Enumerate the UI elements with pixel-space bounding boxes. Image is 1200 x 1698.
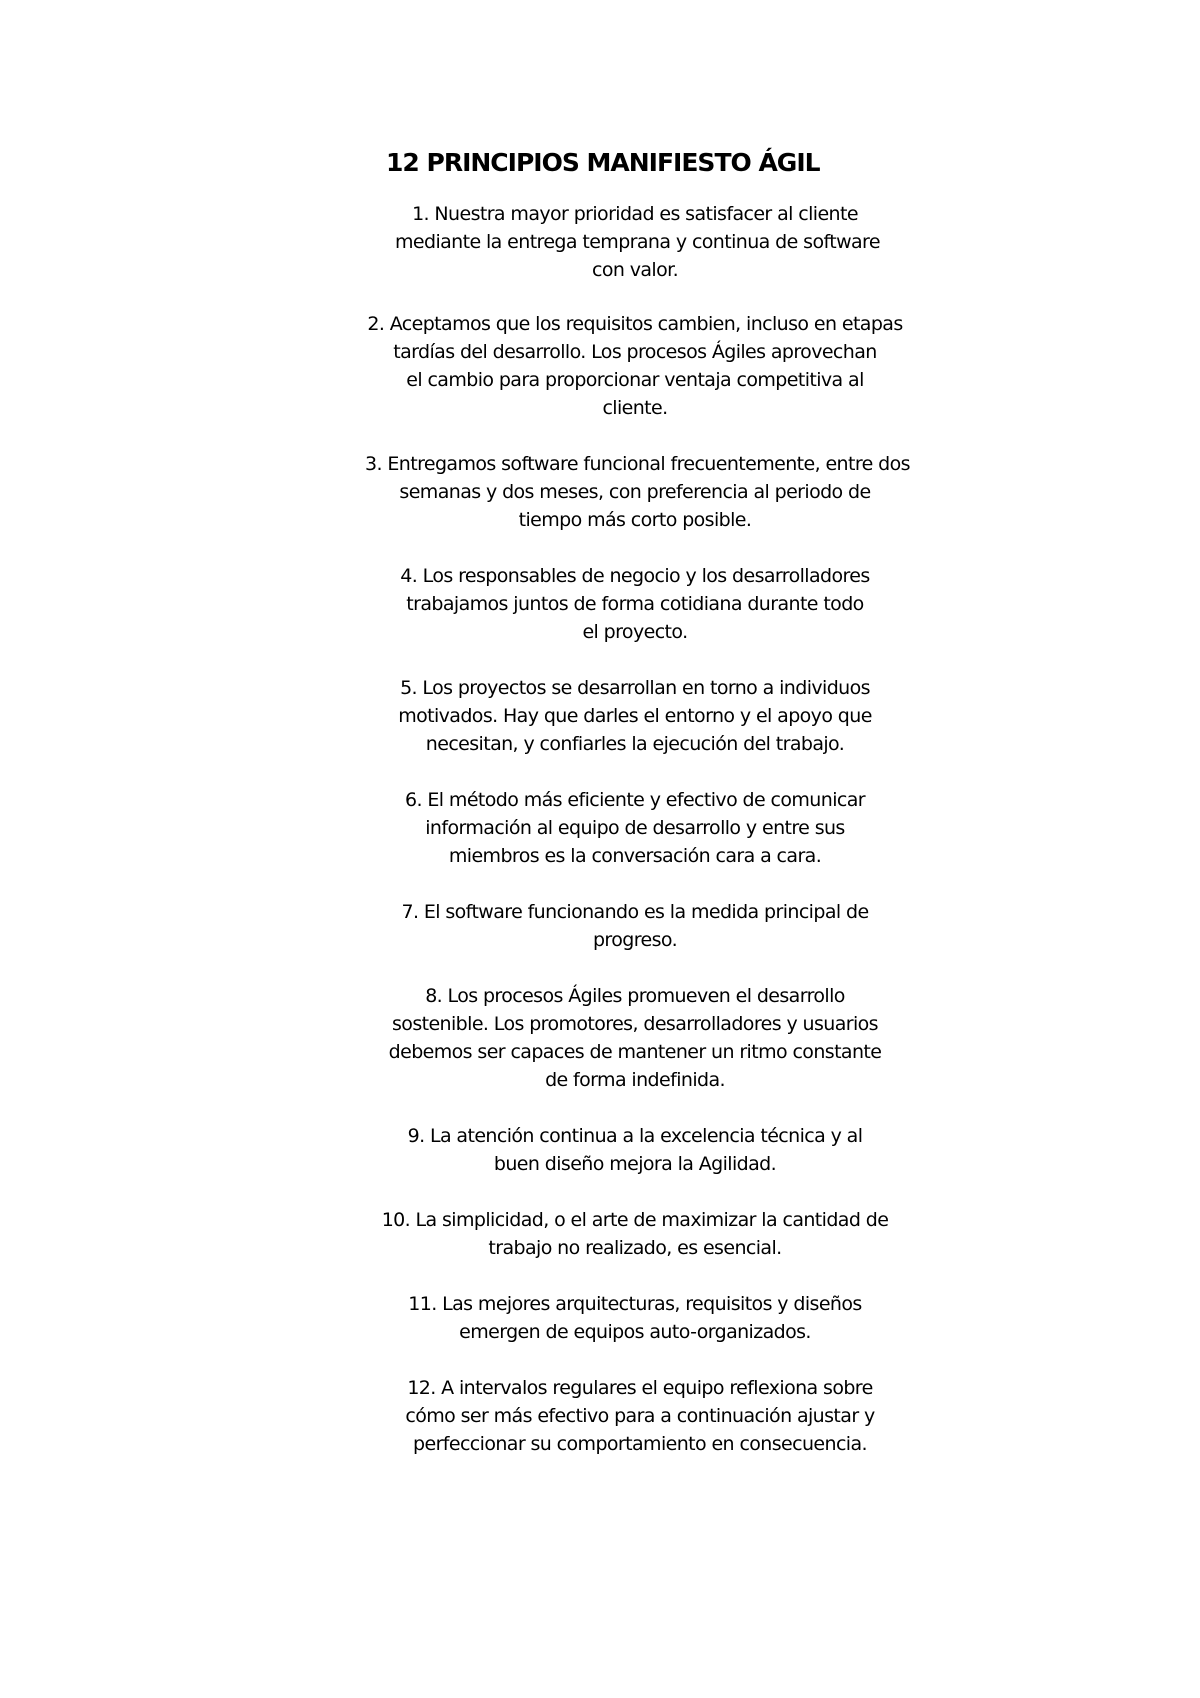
principle-line: de forma indefinida. [545, 1069, 725, 1091]
principle-line: con valor. [591, 259, 679, 281]
principle-line: cómo ser más efectivo para a continuación ajustar y [405, 1405, 875, 1427]
principle-4 [400, 562, 870, 646]
principle-line: sostenible. Los promotores, desarrolladores y usuarios [392, 1013, 878, 1035]
principle-line: 11. Las mejores arquitecturas, requisitos y diseños [408, 1293, 862, 1315]
principle-1 [395, 200, 880, 284]
principle-line: necesitan, y confiarles la ejecución del trabajo. [425, 733, 845, 755]
principle-line: miembros es la conversación cara a cara. [448, 845, 822, 867]
principle-9 [400, 1122, 870, 1178]
principle-2 [365, 310, 905, 422]
principle-3 [365, 450, 910, 534]
principle-line: 10. La simplicidad, o el arte de maximizar la cantidad de [381, 1209, 889, 1231]
principle-10 [380, 1206, 890, 1262]
principle-line: progreso. [592, 929, 678, 951]
principle-line: el cambio para proporcionar ventaja competitiva al [406, 369, 864, 391]
principle-line: motivados. Hay que darles el entorno y el apoyo que [398, 705, 872, 727]
principle-line: emergen de equipos auto-organizados. [459, 1321, 811, 1343]
principle-line: 9. La atención continua a la excelencia técnica y al [407, 1125, 863, 1147]
principle-line: 1. Nuestra mayor prioridad es satisfacer al cliente [412, 203, 858, 225]
principle-line: perfeccionar su comportamiento en consecuencia. [413, 1433, 867, 1455]
principle-line: buen diseño mejora la Agilidad. [493, 1153, 777, 1175]
principle-line: semanas y dos meses, con preferencia al periodo de [399, 481, 871, 503]
principle-7 [400, 898, 870, 954]
principle-line: 12. A intervalos regulares el equipo reflexiona sobre [407, 1377, 873, 1399]
principle-line: tardías del desarrollo. Los procesos Ágiles aprovechan [393, 341, 877, 363]
principle-line: debemos ser capaces de mantener un ritmo constante [388, 1041, 882, 1063]
principle-line: 4. Los responsables de negocio y los desarrolladores [400, 565, 870, 587]
principle-line: 6. El método más eficiente y efectivo de comunicar [405, 789, 865, 811]
principle-line: 3. Entregamos software funcional frecuentemente, entre dos [365, 453, 910, 475]
principle-line: 7. El software funcionando es la medida principal de [401, 901, 869, 923]
principle-line: información al equipo de desarrollo y entre sus [425, 817, 845, 839]
principle-line: 8. Los procesos Ágiles promueven el desarrollo [425, 985, 845, 1007]
principle-5 [395, 674, 875, 758]
principle-line: 5. Los proyectos se desarrollan en torno a individuos [400, 677, 870, 699]
principle-line: mediante la entrega temprana y continua de software [395, 231, 880, 253]
principle-11 [405, 1290, 865, 1346]
principle-8 [385, 982, 885, 1094]
principle-6 [400, 786, 870, 870]
principle-line: trabajo no realizado, es esencial. [488, 1237, 782, 1259]
principle-line: tiempo más corto posible. [518, 509, 752, 531]
principle-line: 2. Aceptamos que los requisitos cambien, incluso en etapas [367, 313, 903, 335]
principle-12 [395, 1374, 885, 1458]
principle-line: trabajamos juntos de forma cotidiana durante todo [406, 593, 864, 615]
page-title: 12 PRINCIPIOS MANIFIESTO ÁGIL [386, 148, 820, 177]
principle-line: cliente. [602, 397, 668, 419]
principle-line: el proyecto. [582, 621, 688, 643]
